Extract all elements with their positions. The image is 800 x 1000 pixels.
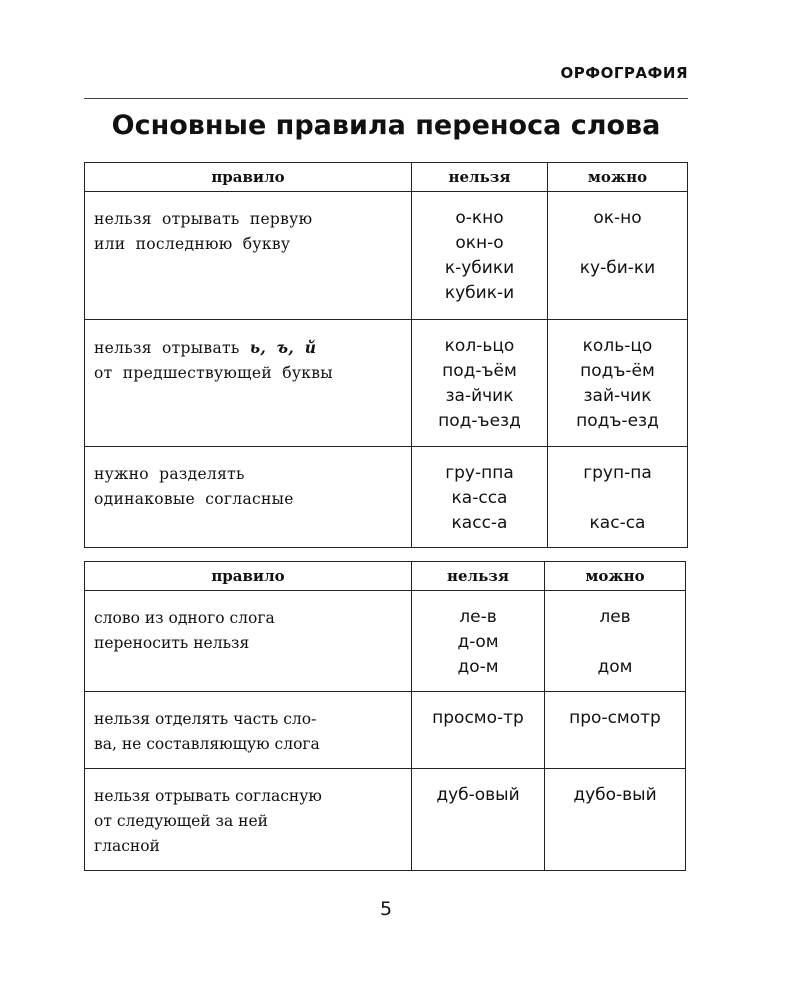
rule-line: нельзя отделять часть сло- bbox=[94, 710, 317, 728]
rule-line: гласной bbox=[94, 837, 160, 855]
forbidden-examples bbox=[412, 320, 548, 447]
rule-text bbox=[85, 769, 412, 871]
example-word: кол-ьцо bbox=[444, 336, 515, 356]
forbidden-examples bbox=[412, 692, 545, 769]
example-word: д-ом bbox=[457, 632, 499, 652]
example-word: про-смотр bbox=[569, 708, 661, 728]
rule-line: ва, не составляющую слога bbox=[94, 735, 320, 753]
section-label: ОРФОГРАФИЯ bbox=[560, 64, 688, 82]
forbidden-examples bbox=[412, 591, 545, 692]
blank-line bbox=[550, 486, 685, 511]
header-divider bbox=[84, 98, 688, 99]
example-word: ле-в bbox=[459, 607, 497, 627]
allowed-examples bbox=[548, 192, 688, 320]
rule-line: нельзя отрывать согласную bbox=[94, 787, 322, 805]
example-word: ку-би-ки bbox=[579, 258, 656, 278]
rule-text bbox=[85, 591, 412, 692]
example-word: ок-но bbox=[593, 208, 642, 228]
page-title: Основные правила переноса слова bbox=[111, 110, 661, 141]
blank-line bbox=[550, 231, 685, 256]
example-word: касс-а bbox=[451, 513, 508, 533]
example-word: за-йчик bbox=[445, 386, 514, 406]
forbidden-examples bbox=[412, 769, 545, 871]
example-word: подъ-ём bbox=[580, 361, 655, 381]
rule-line: от следующей за ней bbox=[94, 812, 268, 830]
column-header-forbidden: нельзя bbox=[412, 163, 548, 192]
example-word: под-ъём bbox=[442, 361, 517, 381]
example-word: зай-чик bbox=[583, 386, 652, 406]
example-word: лев bbox=[599, 607, 631, 627]
example-word: дом bbox=[597, 657, 633, 677]
column-header-allowed: можно bbox=[548, 163, 688, 192]
forbidden-examples bbox=[412, 192, 548, 320]
example-word: ка-сса bbox=[451, 488, 508, 508]
rule-line: нужно разделять bbox=[94, 465, 245, 483]
hyphenation-table-1 bbox=[84, 162, 688, 548]
rule-text bbox=[85, 692, 412, 769]
example-word: дуб-овый bbox=[436, 785, 520, 805]
table-row bbox=[85, 447, 688, 548]
table-header-row bbox=[85, 163, 688, 192]
example-word: подъ-езд bbox=[576, 411, 659, 431]
rule-line bbox=[94, 335, 403, 361]
example-word: кубик-и bbox=[444, 283, 515, 303]
rule-line: нельзя отрывать первую bbox=[94, 210, 313, 228]
example-word: просмо-тр bbox=[432, 708, 524, 728]
column-header-forbidden: нельзя bbox=[412, 562, 545, 591]
rule-text bbox=[85, 192, 412, 320]
rule-prefix: нельзя отрывать bbox=[94, 339, 240, 357]
example-word: груп-па bbox=[583, 463, 652, 483]
allowed-examples bbox=[548, 447, 688, 548]
example-word: под-ъезд bbox=[438, 411, 521, 431]
example-word: до-м bbox=[457, 657, 499, 677]
example-word: коль-цо bbox=[582, 336, 653, 356]
allowed-examples bbox=[545, 769, 686, 871]
table-row bbox=[85, 320, 688, 447]
column-header-rule: правило bbox=[85, 562, 412, 591]
allowed-examples bbox=[545, 692, 686, 769]
example-word: окн-о bbox=[455, 233, 504, 253]
rule-letters: ь, ъ, й bbox=[249, 338, 317, 357]
rule-text bbox=[85, 320, 412, 447]
forbidden-examples bbox=[412, 447, 548, 548]
table-row bbox=[85, 192, 688, 320]
rule-line: одинаковые согласные bbox=[94, 490, 294, 508]
example-word: о-кно bbox=[455, 208, 504, 228]
hyphenation-table-2 bbox=[84, 561, 686, 871]
allowed-examples bbox=[548, 320, 688, 447]
table-row bbox=[85, 769, 686, 871]
rule-text bbox=[85, 447, 412, 548]
rule-line: или последнюю букву bbox=[94, 235, 291, 253]
column-header-rule: правило bbox=[85, 163, 412, 192]
column-header-allowed: можно bbox=[545, 562, 686, 591]
example-word: к-убики bbox=[444, 258, 515, 278]
rule-line: от предшествующей буквы bbox=[94, 364, 333, 382]
blank-line bbox=[547, 630, 683, 655]
example-word: гру-ппа bbox=[445, 463, 514, 483]
table-row bbox=[85, 692, 686, 769]
page-number: 5 bbox=[379, 898, 393, 920]
rule-line: переносить нельзя bbox=[94, 634, 250, 652]
table-header-row bbox=[85, 562, 686, 591]
example-word: кас-са bbox=[589, 513, 646, 533]
table-row bbox=[85, 591, 686, 692]
rule-line: слово из одного слога bbox=[94, 609, 275, 627]
example-word: дубо-вый bbox=[573, 785, 657, 805]
allowed-examples bbox=[545, 591, 686, 692]
